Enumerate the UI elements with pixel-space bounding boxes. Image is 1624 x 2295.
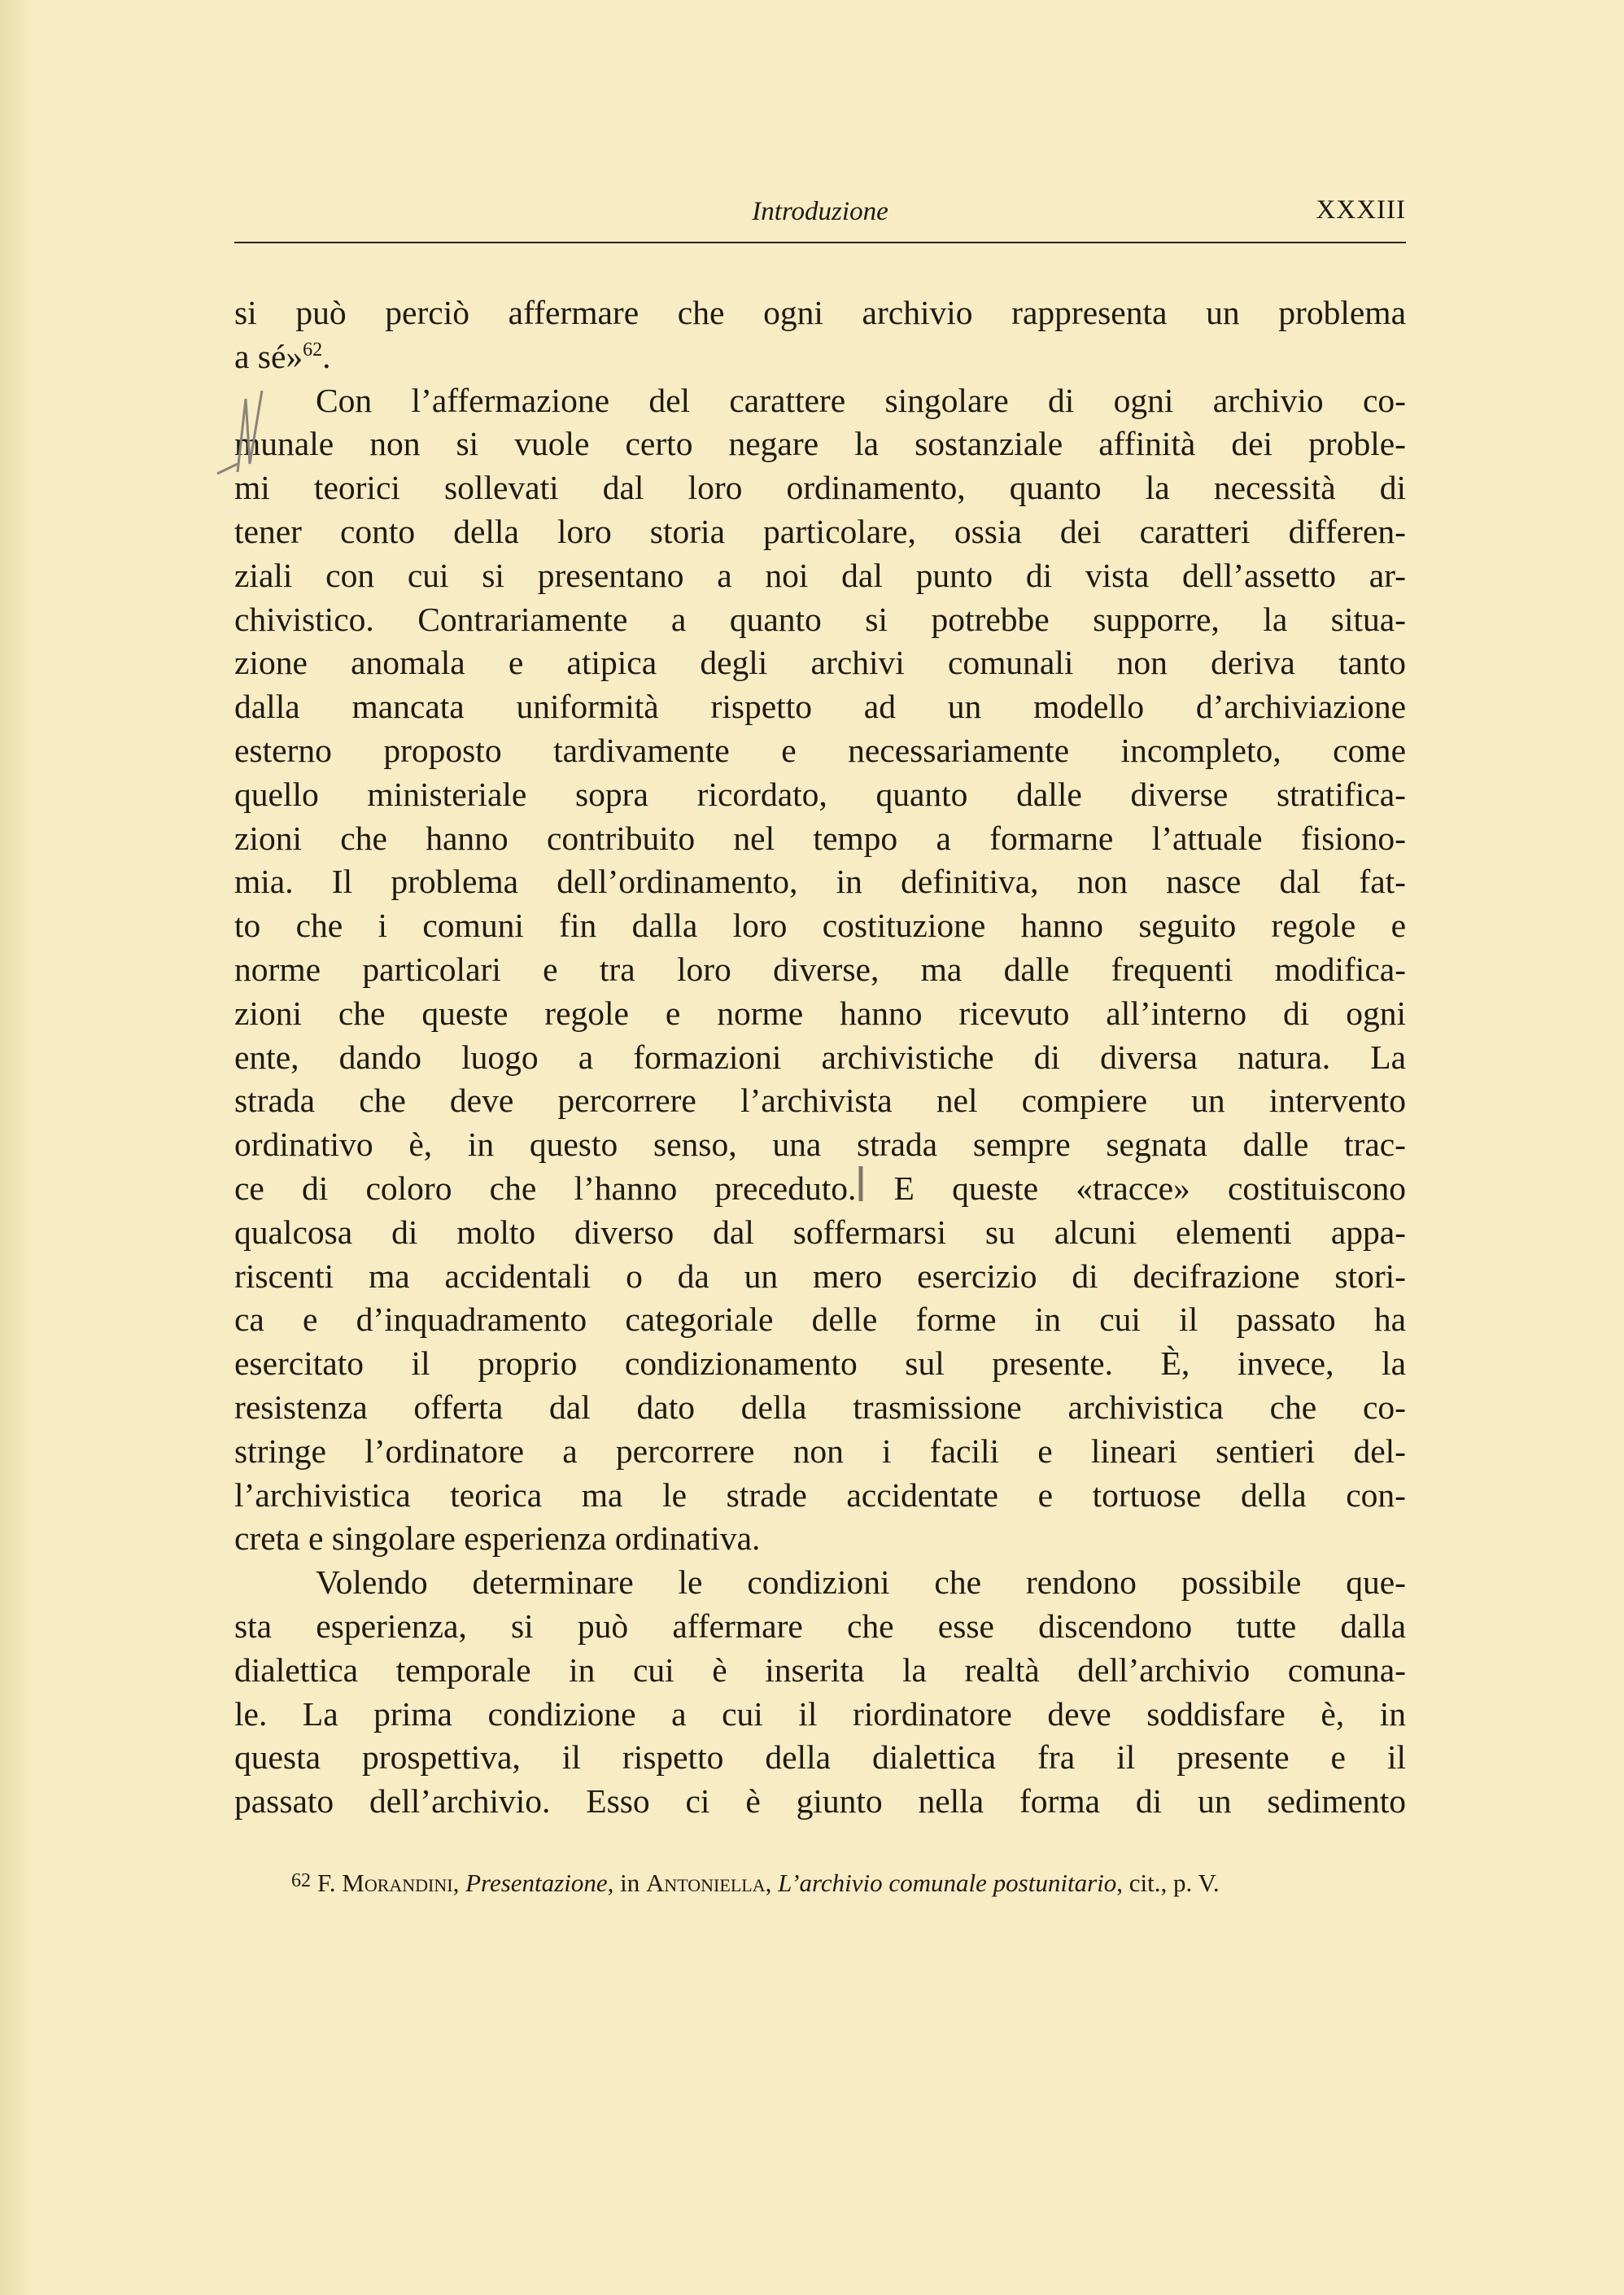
text-line-content: si può perciò affermare che ogni archivio rappresenta un problema (234, 294, 1406, 331)
footnote-number: 62 (291, 1870, 311, 1891)
text-line (234, 729, 1406, 773)
text-line-content: norme particolari e tra loro diverse, ma dalle frequenti modifica- (234, 950, 1406, 988)
text-line (234, 510, 1406, 554)
footnote-tail: , cit., p. V. (1116, 1869, 1220, 1897)
text-line-content: l’archivistica teorica ma le strade accidentate e tortuose della con- (234, 1475, 1406, 1514)
footnote-title: Presentazione (465, 1869, 608, 1897)
text-line (234, 1780, 1406, 1824)
text-line (234, 335, 1406, 379)
text-line (234, 1736, 1406, 1780)
text-line-content: questa prospettiva, il rispetto della dialettica fra il presente e il (234, 1738, 1406, 1777)
text-line (234, 817, 1406, 861)
text-line (234, 422, 1406, 466)
text-line (234, 1211, 1406, 1255)
text-line-content: ce di coloro che l’hanno preceduto. E queste «tracce» costituiscono (234, 1169, 1406, 1207)
text-line-punctuation: . (322, 337, 331, 375)
text-line (234, 992, 1406, 1036)
running-head-title: Introduzione (752, 197, 888, 226)
footnote-reference: 62 (303, 339, 323, 361)
text-line-content: strada che deve percorrere l’archivista nel compiere un intervento (234, 1082, 1406, 1120)
text-line (234, 948, 1406, 992)
text-line (234, 1079, 1406, 1123)
text-line (234, 1342, 1406, 1386)
footnote-separator: , in (607, 1869, 646, 1897)
text-line-content: tener conto della loro storia particolare, ossia dei caratteri differen- (234, 512, 1406, 550)
text-line-content: chivistico. Contrariamente a quanto si potrebbe supporre, la situa- (234, 600, 1406, 638)
text-line-content: quello ministeriale sopra ricordato, quanto dalle diverse stratifica- (234, 775, 1406, 813)
text-line-content: zione anomala e atipica degli archivi comunali non deriva tanto (234, 644, 1406, 682)
text-line (234, 904, 1406, 948)
text-line (234, 1605, 1406, 1649)
text-line (234, 860, 1406, 904)
text-line (234, 379, 1406, 423)
text-line (234, 1255, 1406, 1299)
text-line-content: a sé» (234, 337, 303, 375)
text-line-content: mi teorici sollevati dal loro ordinamento, quanto la necessità di (234, 469, 1406, 507)
text-line (234, 1561, 1406, 1605)
text-line-content: ca e d’inquadramento categoriale delle forme in cui il passato ha (234, 1300, 1406, 1339)
text-line (234, 685, 1406, 729)
text-line (234, 554, 1406, 598)
footnote (291, 1869, 1220, 1898)
text-line-content: esterno proposto tardivamente e necessariamente incompleto, come (234, 731, 1406, 769)
text-line (234, 466, 1406, 510)
footnote-separator: , (452, 1869, 466, 1897)
text-line (234, 1298, 1406, 1342)
text-line-content: creta e singolare esperienza ordinativa. (234, 1519, 761, 1558)
page-edge-shadow (0, 0, 33, 2295)
text-line (234, 1649, 1406, 1693)
text-line (234, 773, 1406, 817)
pencil-insertion-mark-icon (855, 1164, 867, 1204)
footnote-book-title: L’archivio comunale postunitario (778, 1869, 1117, 1897)
page-number: XXXIII (1316, 195, 1406, 225)
text-line-content: stringe l’ordinatore a percorrere non i facili e lineari sentieri del- (234, 1432, 1406, 1470)
footnote-author: Morandini (342, 1869, 453, 1897)
text-line-content: mia. Il problema dell’ordinamento, in definitiva, non nasce dal fat- (234, 863, 1406, 901)
text-line (234, 598, 1406, 642)
text-line-content: munale non si vuole certo negare la sostanziale affinità dei proble- (234, 425, 1406, 463)
text-line (234, 1036, 1406, 1080)
text-line-content: qualcosa di molto diverso dal soffermarsi su alcuni elementi appa- (234, 1213, 1406, 1251)
body-text (234, 291, 1406, 1824)
footnote-editor: Antoniella (645, 1869, 766, 1897)
footnote-author-initial: F. (317, 1869, 343, 1897)
header-rule (234, 242, 1406, 243)
text-line-content: esercitato il proprio condizionamento sul presente. È, invece, la (234, 1344, 1406, 1383)
text-line-content: le. La prima condizione a cui il riordinatore deve soddisfare è, in (234, 1694, 1406, 1733)
text-line-content: resistenza offerta dal dato della trasmissione archivistica che co- (234, 1388, 1406, 1426)
text-line-content: zioni che queste regole e norme hanno ricevuto all’interno di ogni (234, 994, 1406, 1032)
text-line (234, 641, 1406, 685)
text-line-content: Volendo determinare le condizioni che rendono possibile que- (316, 1563, 1406, 1602)
text-line (234, 1517, 1406, 1561)
text-line-content: ziali con cui si presentano a noi dal punto di vista dell’assetto ar- (234, 556, 1406, 594)
text-line-content: sta esperienza, si può affermare che esse discendono tutte dalla (234, 1606, 1406, 1645)
text-line-content: ordinativo è, in questo senso, una strada sempre segnata dalle trac- (234, 1126, 1406, 1164)
text-line-content: Con l’affermazione del carattere singolare di ogni archivio co- (316, 381, 1406, 419)
footnote-separator: , (765, 1869, 779, 1897)
running-head (234, 194, 1406, 234)
pencil-margin-mark-icon (213, 382, 270, 480)
text-line-content: riscenti ma accidentali o da un mero esercizio di decifrazione stori- (234, 1257, 1406, 1295)
text-line (234, 1167, 1406, 1211)
text-line (234, 1123, 1406, 1167)
text-line (234, 1430, 1406, 1474)
text-line-content: dialettica temporale in cui è inserita la realtà dell’archivio comuna- (234, 1650, 1406, 1689)
text-line-content: passato dell’archivio. Esso ci è giunto nella forma di un sedimento (234, 1782, 1406, 1821)
text-line (234, 291, 1406, 335)
text-line-content: dalla mancata uniformità rispetto ad un modello d’archiviazione (234, 688, 1406, 726)
text-line-content: zioni che hanno contribuito nel tempo a formarne l’attuale fisiono- (234, 819, 1406, 857)
text-line-content: ente, dando luogo a formazioni archivistiche di diversa natura. La (234, 1038, 1406, 1076)
text-line (234, 1693, 1406, 1737)
text-line (234, 1386, 1406, 1430)
text-line-content: to che i comuni fin dalla loro costituzione hanno seguito regole e (234, 907, 1406, 945)
text-line (234, 1474, 1406, 1518)
